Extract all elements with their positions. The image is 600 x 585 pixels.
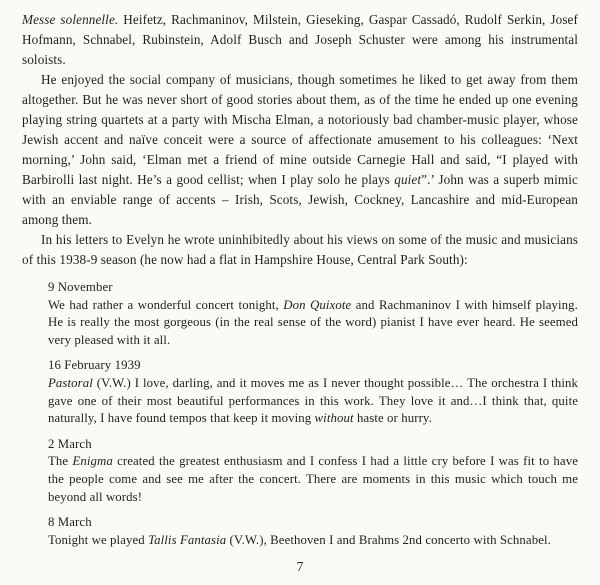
text-run: We had rather a wonderful concert tonight, [48,297,284,312]
text-run: The [48,454,73,469]
text-run: haste or hurry. [353,411,432,426]
text-run: In his letters to Evelyn he wrote uninhibitedly about his views on some of the music and musicians of this 1938-9 season (he now had a flat in Hampshire House, Central Park South): [22,232,578,267]
text-run: He enjoyed the social company of musicians, though sometimes he liked to get away from them altogether. But he was never short of good stories about them, as of the time he ended up one evening playing string quartets at a party with Mischa Elman, a notoriously bad chamber-music player, whose Jewish accent and naïve conceit were a source of affectionate amusement to his colleagues: ‘Next morning,’ John said, ‘Elman met a friend of mine outside Carnegie Hall and said, “I played with Barbirolli last night. He’s a good cellist; when I play solo he plays [22,72,578,187]
text-run: ”.’ John was a superb mimic with an enviable range of accents – Irish, Scots, Jewish, Cockney, Lancashire and mid-European among them. [22,172,578,227]
letter-entry-8-march [48,514,578,549]
letter-date: 9 November [48,280,113,294]
text-run: (V.W.), Beethoven I and Brahms 2nd concerto with Schnabel. [226,532,551,547]
letter-date: 2 March [48,436,92,451]
text-run: Heifetz, Rachmaninov, Milstein, Gieseking, Gaspar Cassadó, Rudolf Serkin, Josef Hofmann, Schnabel, Rubinstein, Adolf Busch and Joseph Schuster were among his instrumental soloists. [22,12,579,67]
text-run: created the greatest enthusiasm and I confess I had a little cry before I was fit to have the people come and see me after the concert. There are moments in this music which touch me beyond all words! [48,454,578,504]
text-run-italic: Tallis Fantasia [148,532,227,547]
text-run-italic: Don Quixote [283,297,352,312]
paragraph-soloists [22,10,578,70]
text-run-italic: without [314,411,354,426]
page-number: 7 [296,559,304,575]
letter-entry-2-march [48,436,578,506]
letter-date: 16 February 1939 [48,358,141,373]
paragraph-letters-intro [22,230,578,270]
letter-entry-9-november [48,279,578,349]
text-run-italic: Messe solennelle. [22,12,119,27]
letter-date: 8 March [48,515,92,530]
text-run: and Rachmaninov I with himself playing. He is really the most gorgeous (in the real sense of the word) pianist I have ever heard. He seemed very pleased with it all. [48,297,578,347]
paragraph-anecdote [22,70,578,230]
text-run-italic: quiet [394,172,422,187]
text-run: (V.W.) I love, darling, and it moves me as I never thought possible… The orchestra I think gave one of their most beautiful performances in this work. They love it and…I think that, quite naturally, I have found tempos that keep it moving [48,375,578,426]
letter-entry-16-february [48,357,578,427]
text-run-italic: Pastoral [48,375,93,390]
text-run-italic: Enigma [72,454,113,469]
text-run: Tonight we played [48,532,149,547]
